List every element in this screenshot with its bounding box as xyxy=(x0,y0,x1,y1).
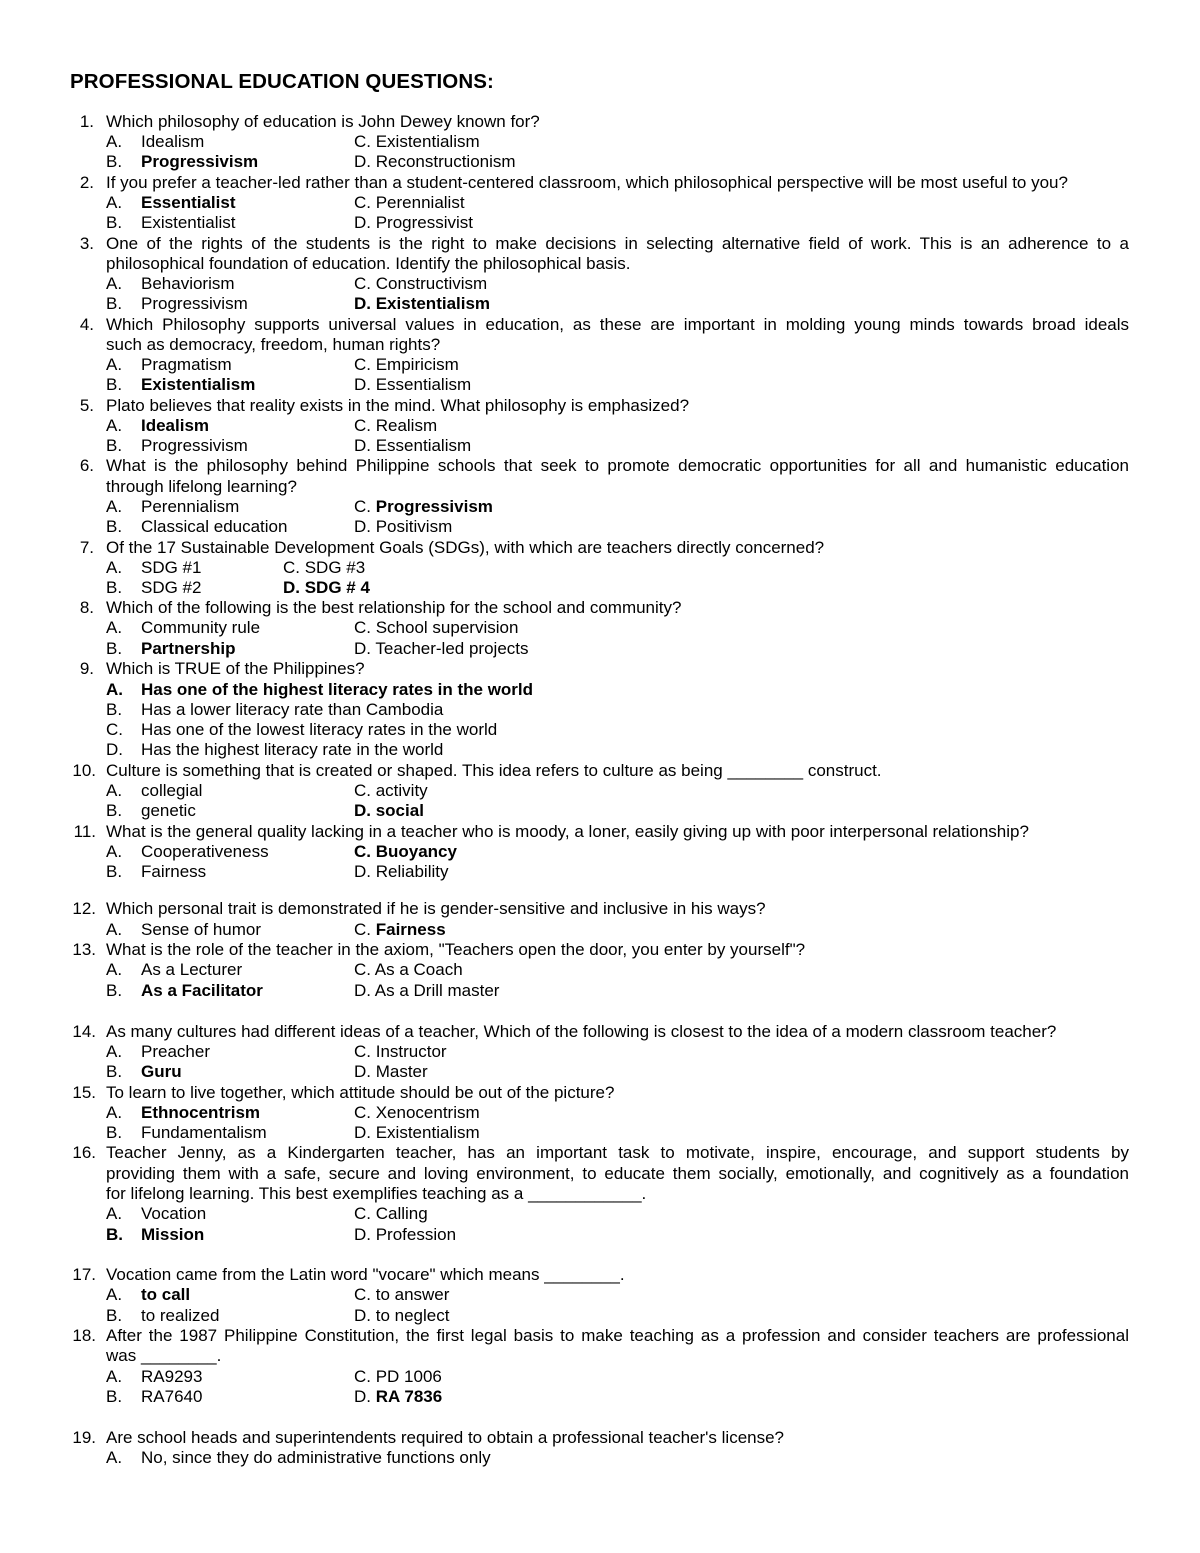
option-text: Fairness xyxy=(141,862,207,881)
question-line xyxy=(0,253,1200,274)
option-text: C. PD 1006 xyxy=(354,1367,442,1386)
option-text: Has the highest literacy rate in the world xyxy=(141,740,444,759)
option-text: Community rule xyxy=(141,618,261,637)
option-letter: B. xyxy=(106,517,123,536)
option-letter: B. xyxy=(106,1225,123,1244)
option-letter: A. xyxy=(106,1204,123,1223)
option-text: C. As a Coach xyxy=(354,960,463,979)
question-line xyxy=(0,1142,1200,1163)
question-number: 7. xyxy=(79,538,94,557)
question-number: 5. xyxy=(79,396,94,415)
option-letter: A. xyxy=(106,355,123,374)
option-row xyxy=(0,699,1200,720)
option-text: D. Reliability xyxy=(354,862,449,881)
question-line xyxy=(0,455,1200,476)
option-right xyxy=(354,1041,447,1062)
option-right xyxy=(354,800,424,821)
question-number: 6. xyxy=(79,456,94,475)
question-line xyxy=(0,314,1200,335)
option-text: D. Profession xyxy=(354,1225,457,1244)
option-letter: B. xyxy=(106,213,123,232)
option-text: Pragmatism xyxy=(141,355,232,374)
option-text: D. As a Drill master xyxy=(354,981,500,1000)
option-right xyxy=(354,841,457,862)
option-text: collegial xyxy=(141,781,203,800)
question-number: 9. xyxy=(79,659,94,678)
question-stem: To learn to live together, which attitude should be out of the picture? xyxy=(106,1083,615,1102)
option-right xyxy=(354,1061,428,1082)
option-text: D. social xyxy=(354,801,424,820)
option-letter: A. xyxy=(106,1042,123,1061)
option-right xyxy=(354,516,452,537)
question-line xyxy=(0,1345,1200,1366)
question-number: 18. xyxy=(72,1326,96,1345)
question-stem: was ________. xyxy=(106,1346,222,1365)
question-line xyxy=(0,233,1200,254)
question-stem: One of the rights of the students is the right to make decisions in selecting alternative field of work. This is an adherence to a xyxy=(106,234,1129,253)
option-letter: B. xyxy=(106,700,123,719)
option-right xyxy=(354,638,529,659)
option-text: C. Calling xyxy=(354,1204,428,1223)
option-right xyxy=(354,1305,449,1326)
option-text: to realized xyxy=(141,1306,220,1325)
option-row xyxy=(0,1041,1200,1062)
option-text: RA9293 xyxy=(141,1367,203,1386)
option-row xyxy=(0,374,1200,395)
option-text: D. Essentialism xyxy=(354,375,472,394)
option-row xyxy=(0,151,1200,172)
option-text: RA7640 xyxy=(141,1387,203,1406)
option-row xyxy=(0,415,1200,436)
option-right xyxy=(354,861,448,882)
option-right xyxy=(354,980,499,1001)
option-letter: D. xyxy=(106,740,123,759)
option-letter: A. xyxy=(106,193,123,212)
option-letter: A. xyxy=(106,960,123,979)
question-line xyxy=(0,1325,1200,1346)
option-text: D. Reconstructionism xyxy=(354,152,516,171)
question-number: 14. xyxy=(72,1022,96,1041)
option-text: C. Realism xyxy=(354,416,438,435)
option-row xyxy=(0,293,1200,314)
question-line xyxy=(0,821,1200,842)
question-stem: What is the role of the teacher in the axiom, "Teachers open the door, you enter by yourself"? xyxy=(106,940,806,959)
question-stem: If you prefer a teacher-led rather than a student-centered classroom, which philosophical perspective will be most useful to you? xyxy=(106,173,1068,192)
question-stem: Which philosophy of education is John Dewey known for? xyxy=(106,112,540,131)
option-right xyxy=(354,374,471,395)
question-number: 19. xyxy=(72,1428,96,1447)
question-line xyxy=(0,760,1200,781)
question-stem: providing them with a safe, secure and loving environment, to educate them socially, emotionally, and cognitively as a foundation xyxy=(106,1164,1129,1183)
option-row xyxy=(0,577,1200,598)
option-right xyxy=(354,1203,428,1224)
option-right xyxy=(354,354,459,375)
question-stem: Teacher Jenny, as a Kindergarten teacher, has an important task to motivate, inspire, encourage, and support students by xyxy=(106,1143,1129,1162)
option-letter: B. xyxy=(106,862,123,881)
option-text: Fundamentalism xyxy=(141,1123,267,1142)
option-text: C. activity xyxy=(354,781,428,800)
question-line xyxy=(0,658,1200,679)
question-number: 16. xyxy=(72,1143,96,1162)
page-title: PROFESSIONAL EDUCATION QUESTIONS: xyxy=(70,70,494,93)
option-text: Perennialism xyxy=(141,497,240,516)
question-number: 11. xyxy=(73,822,96,841)
option-text: to call xyxy=(141,1285,191,1304)
question-number: 4. xyxy=(79,315,94,334)
option-letter: A. xyxy=(106,1448,123,1467)
option-row xyxy=(0,800,1200,821)
option-text: D. Essentialism xyxy=(354,436,472,455)
option-text: Has one of the highest literacy rates in the world xyxy=(141,680,534,699)
question-stem: Which of the following is the best relationship for the school and community? xyxy=(106,598,682,617)
option-letter: A. xyxy=(106,618,123,637)
option-right xyxy=(283,577,370,598)
option-text: C. Existentialism xyxy=(354,132,480,151)
question-number: 17. xyxy=(72,1265,96,1284)
option-right xyxy=(354,1284,449,1305)
option-text: Behaviorism xyxy=(141,274,235,293)
question-number: 2. xyxy=(79,173,94,192)
option-row xyxy=(0,919,1200,940)
option-letter: C. xyxy=(354,497,376,516)
option-right xyxy=(354,1224,456,1245)
option-letter: A. xyxy=(106,920,123,939)
question-stem: Which Philosophy supports universal values in education, as these are important in molding young minds towards broad ideals xyxy=(106,315,1129,334)
option-text: C. Perennialist xyxy=(354,193,465,212)
question-stem: for lifelong learning. This best exemplifies teaching as a ____________. xyxy=(106,1184,647,1203)
option-row xyxy=(0,1102,1200,1123)
option-row xyxy=(0,354,1200,375)
option-right xyxy=(354,435,471,456)
option-text: Idealism xyxy=(141,132,205,151)
option-text: Sense of humor xyxy=(141,920,262,939)
option-letter: B. xyxy=(106,981,123,1000)
option-text: C. Buoyancy xyxy=(354,842,457,861)
option-right xyxy=(354,131,480,152)
option-text: Has a lower literacy rate than Cambodia xyxy=(141,700,444,719)
option-right xyxy=(354,212,473,233)
option-text: D. Teacher-led projects xyxy=(354,639,529,658)
question-number: 12. xyxy=(72,899,96,918)
question-line xyxy=(0,172,1200,193)
option-row xyxy=(0,1366,1200,1387)
option-row xyxy=(0,435,1200,456)
option-text: Fairness xyxy=(375,920,446,939)
option-letter: D. xyxy=(354,1387,376,1406)
option-letter: B. xyxy=(106,375,123,394)
option-text: D. Existentialism xyxy=(354,1123,480,1142)
option-text: Progressivism xyxy=(141,152,259,171)
option-right xyxy=(354,1122,480,1143)
option-row xyxy=(0,861,1200,882)
option-row xyxy=(0,1447,1200,1468)
option-row xyxy=(0,212,1200,233)
option-text: Mission xyxy=(141,1225,205,1244)
option-text: Classical education xyxy=(141,517,288,536)
question-stem: As many cultures had different ideas of a teacher, Which of the following is closest to the idea of a modern classroom teacher? xyxy=(106,1022,1057,1041)
option-letter: B. xyxy=(106,1306,123,1325)
option-right xyxy=(283,557,365,578)
question-stem: Of the 17 Sustainable Development Goals (SDGs), with which are teachers directly concerned? xyxy=(106,538,825,557)
option-row xyxy=(0,192,1200,213)
option-letter: A. xyxy=(106,781,123,800)
option-text: C. Xenocentrism xyxy=(354,1103,480,1122)
option-letter: A. xyxy=(106,842,123,861)
option-right xyxy=(354,1102,480,1123)
option-text: As a Facilitator xyxy=(141,981,263,1000)
question-stem: through lifelong learning? xyxy=(106,477,297,496)
question-stem: Culture is something that is created or shaped. This idea refers to culture as being ________ construct. xyxy=(106,761,882,780)
option-letter: B. xyxy=(106,1123,123,1142)
question-stem: Which is TRUE of the Philippines? xyxy=(106,659,365,678)
option-text: C. Empiricism xyxy=(354,355,459,374)
option-text: Progressivism xyxy=(375,497,493,516)
question-line xyxy=(0,537,1200,558)
question-stem: philosophical foundation of education. Identify the philosophical basis. xyxy=(106,254,631,273)
option-letter: B. xyxy=(106,1387,123,1406)
question-line xyxy=(0,1082,1200,1103)
option-row xyxy=(0,131,1200,152)
option-text: Partnership xyxy=(141,639,236,658)
option-letter: C. xyxy=(106,720,123,739)
option-right xyxy=(354,1386,442,1407)
option-text: Cooperativeness xyxy=(141,842,269,861)
option-text: C. School supervision xyxy=(354,618,519,637)
question-line xyxy=(0,111,1200,132)
option-text: No, since they do administrative functions only xyxy=(141,1448,491,1467)
option-row xyxy=(0,841,1200,862)
option-row xyxy=(0,1224,1200,1245)
question-line xyxy=(0,334,1200,355)
question-line xyxy=(0,597,1200,618)
option-text: D. Positivism xyxy=(354,517,453,536)
option-text: Existentialism xyxy=(141,375,256,394)
option-text: D. to neglect xyxy=(354,1306,450,1325)
option-right xyxy=(354,780,428,801)
option-text: Guru xyxy=(141,1062,182,1081)
option-row xyxy=(0,679,1200,700)
option-right xyxy=(354,151,516,172)
option-text: RA 7836 xyxy=(375,1387,443,1406)
question-line xyxy=(0,1183,1200,1204)
option-right xyxy=(354,293,490,314)
option-letter: B. xyxy=(106,578,123,597)
option-letter: B. xyxy=(106,1062,123,1081)
option-letter: B. xyxy=(106,436,123,455)
option-row xyxy=(0,1386,1200,1407)
question-line xyxy=(0,1163,1200,1184)
option-text: Progressivism xyxy=(141,294,248,313)
option-row xyxy=(0,719,1200,740)
question-stem: Are school heads and superintendents required to obtain a professional teacher's license? xyxy=(106,1428,785,1447)
option-letter: A. xyxy=(106,416,123,435)
question-number: 15. xyxy=(72,1083,96,1102)
option-row xyxy=(0,496,1200,517)
option-text: D. SDG # 4 xyxy=(283,578,370,597)
option-text: C. SDG #3 xyxy=(283,558,366,577)
question-line xyxy=(0,898,1200,919)
option-row xyxy=(0,1284,1200,1305)
option-text: D. Existentialism xyxy=(354,294,491,313)
option-text: SDG #2 xyxy=(141,578,202,597)
question-stem: Which personal trait is demonstrated if he is gender-sensitive and inclusive in his ways? xyxy=(106,899,766,918)
option-right xyxy=(354,919,446,940)
question-line xyxy=(0,1021,1200,1042)
question-stem: After the 1987 Philippine Constitution, the first legal basis to make teaching as a profession and consider teachers are professional xyxy=(106,1326,1129,1345)
option-row xyxy=(0,1203,1200,1224)
option-text: Preacher xyxy=(141,1042,210,1061)
option-row xyxy=(0,1122,1200,1143)
option-text: Vocation xyxy=(141,1204,207,1223)
question-line xyxy=(0,1264,1200,1285)
question-line xyxy=(0,395,1200,416)
option-row xyxy=(0,1061,1200,1082)
option-right xyxy=(354,1366,442,1387)
option-text: genetic xyxy=(141,801,196,820)
question-stem: such as democracy, freedom, human rights? xyxy=(106,335,441,354)
option-letter: A. xyxy=(106,1103,123,1122)
option-right xyxy=(354,192,465,213)
option-right xyxy=(354,415,437,436)
option-text: Existentialist xyxy=(141,213,236,232)
option-row xyxy=(0,273,1200,294)
option-text: SDG #1 xyxy=(141,558,202,577)
question-number: 13. xyxy=(72,940,96,959)
option-letter: A. xyxy=(106,497,123,516)
option-text: As a Lecturer xyxy=(141,960,243,979)
question-line xyxy=(0,476,1200,497)
option-text: D. Progressivist xyxy=(354,213,474,232)
option-letter: A. xyxy=(106,558,123,577)
option-letter: A. xyxy=(106,1367,123,1386)
option-letter: A. xyxy=(106,680,123,699)
option-letter: A. xyxy=(106,1285,123,1304)
option-row xyxy=(0,959,1200,980)
option-letter: A. xyxy=(106,274,123,293)
option-letter: B. xyxy=(106,801,123,820)
question-stem: What is the philosophy behind Philippine schools that seek to promote democratic opportunities for all and humanistic education xyxy=(106,456,1129,475)
option-row xyxy=(0,617,1200,638)
question-number: 8. xyxy=(79,598,94,617)
option-letter: B. xyxy=(106,152,123,171)
option-text: D. Master xyxy=(354,1062,428,1081)
option-row xyxy=(0,638,1200,659)
option-row xyxy=(0,516,1200,537)
question-number: 3. xyxy=(79,234,94,253)
option-right xyxy=(354,959,463,980)
option-right xyxy=(354,617,518,638)
question-stem: Vocation came from the Latin word "vocare" which means ________. xyxy=(106,1265,625,1284)
option-row xyxy=(0,1305,1200,1326)
question-stem: Plato believes that reality exists in the mind. What philosophy is emphasized? xyxy=(106,396,690,415)
option-row xyxy=(0,739,1200,760)
option-letter: C. xyxy=(354,920,376,939)
option-text: C. to answer xyxy=(354,1285,450,1304)
option-text: Idealism xyxy=(141,416,210,435)
option-text: Ethnocentrism xyxy=(141,1103,261,1122)
question-number: 1. xyxy=(79,112,94,131)
option-letter: B. xyxy=(106,639,123,658)
option-row xyxy=(0,557,1200,578)
question-line xyxy=(0,939,1200,960)
question-number: 10. xyxy=(72,761,96,780)
option-right xyxy=(354,273,487,294)
option-text: Essentialist xyxy=(141,193,236,212)
option-letter: B. xyxy=(106,294,123,313)
option-text: Has one of the lowest literacy rates in the world xyxy=(141,720,498,739)
option-row xyxy=(0,780,1200,801)
option-text: C. Instructor xyxy=(354,1042,447,1061)
option-row xyxy=(0,980,1200,1001)
option-text: Progressivism xyxy=(141,436,248,455)
question-line xyxy=(0,1427,1200,1448)
question-stem: What is the general quality lacking in a teacher who is moody, a loner, easily giving up with poor interpersonal relationship? xyxy=(106,822,1029,841)
option-letter: A. xyxy=(106,132,123,151)
option-text: C. Constructivism xyxy=(354,274,488,293)
option-right xyxy=(354,496,493,517)
